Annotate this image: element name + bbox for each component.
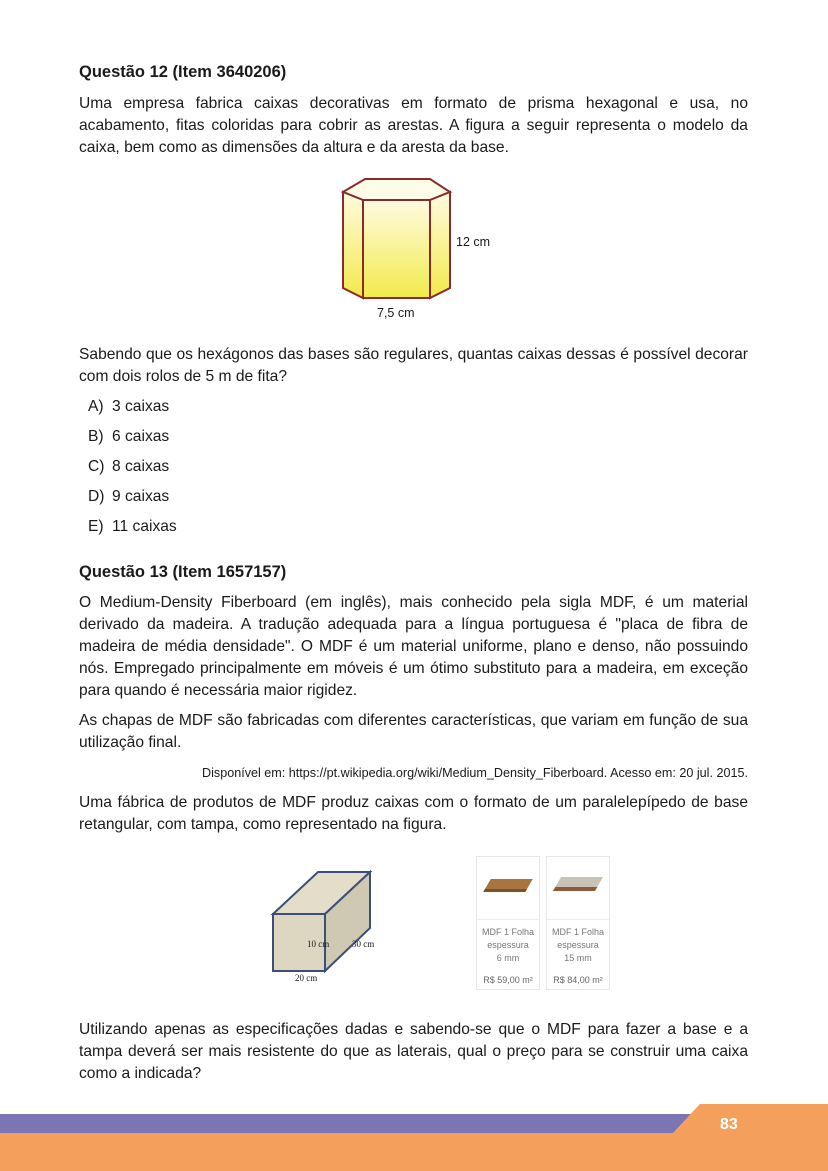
product-name: MDF 1 Folha xyxy=(481,927,534,937)
option-e[interactable] xyxy=(88,516,177,538)
option-text: 9 caixas xyxy=(112,488,170,505)
product-thickness: 6 mm xyxy=(496,953,520,963)
option-a[interactable] xyxy=(88,396,169,418)
product-card-15mm xyxy=(546,856,610,990)
option-c[interactable] xyxy=(88,456,169,478)
question-13-paragraph-1: O Medium-Density Fiberboard (em inglês), mais conhecido pela sigla MDF, é um material derivado da madeira. A tradução adequada para a língua portuguesa é "placa de fibra de madeira de média densidade". O MDF é um material uniforme, plano e denso, não possuindo nós. Empregado principalmente em móveis é um ótimo substituto para a madeira, em exceção para quando é necessária maior rigidez. xyxy=(79,594,748,699)
mdf-board-icon xyxy=(553,877,603,891)
product-price: R$ 59,00 m² xyxy=(483,975,533,985)
edge-label: 7,5 cm xyxy=(377,306,415,320)
product-price: R$ 84,00 m² xyxy=(553,975,603,985)
question-12-text: Sabendo que os hexágonos das bases são regulares, quantas caixas dessas é possível decorar com dois rolos de 5 m de fita? xyxy=(79,346,748,385)
option-letter: B) xyxy=(88,428,104,445)
option-letter: A) xyxy=(88,398,104,415)
hexagonal-prism-figure xyxy=(330,170,510,330)
question-12-title: Questão 12 (Item 3640206) xyxy=(79,63,287,81)
option-text: 3 caixas xyxy=(112,398,170,415)
question-13-paragraph-2: As chapas de MDF são fabricadas com diferentes características, que variam em função de sua utilização final. xyxy=(79,712,748,751)
source-citation: Disponível em: https://pt.wikipedia.org/wiki/Medium_Density_Fiberboard. Acesso em: 20 jul. 2015. xyxy=(202,766,748,780)
product-sub: espessura xyxy=(557,940,599,950)
box-height-label: 10 cm xyxy=(307,939,330,949)
product-thickness: 15 mm xyxy=(564,953,592,963)
option-text: 11 caixas xyxy=(112,518,177,535)
footer-orange-band xyxy=(0,1133,828,1171)
option-b[interactable] xyxy=(88,426,169,448)
product-card-6mm xyxy=(476,856,540,990)
page-number-tab xyxy=(672,1104,828,1134)
question-13-paragraph-3: Uma fábrica de produtos de MDF produz caixas com o formato de um paralelepípedo de base retangular, com tampa, como representado na figura. xyxy=(79,794,748,833)
page-number: 83 xyxy=(720,1116,738,1133)
option-letter: E) xyxy=(88,518,104,535)
mdf-board-icon xyxy=(483,879,533,892)
box-figure xyxy=(268,868,378,978)
option-d[interactable] xyxy=(88,486,169,508)
product-name: MDF 1 Folha xyxy=(551,927,604,937)
option-text: 6 caixas xyxy=(112,428,170,445)
option-letter: C) xyxy=(88,458,105,475)
option-letter: D) xyxy=(88,488,105,505)
option-text: 8 caixas xyxy=(112,458,170,475)
box-width-label: 20 cm xyxy=(295,973,318,983)
question-13-title: Questão 13 (Item 1657157) xyxy=(79,563,287,581)
height-label: 12 cm xyxy=(456,235,491,249)
product-sub: espessura xyxy=(487,940,529,950)
box-depth-label: 30 cm xyxy=(352,939,375,949)
question-12-intro: Uma empresa fabrica caixas decorativas em formato de prisma hexagonal e usa, no acabamento, fitas coloridas para cobrir as arestas. A figura a seguir representa o modelo da caixa, bem como as dimensões da altura e da aresta da base. xyxy=(79,95,748,156)
question-13-text: Utilizando apenas as especificações dadas e sabendo-se que o MDF para fazer a base e a tampa deverá ser mais resistente do que as laterais, qual o preço para se construir uma caixa como a indicada? xyxy=(79,1021,748,1082)
